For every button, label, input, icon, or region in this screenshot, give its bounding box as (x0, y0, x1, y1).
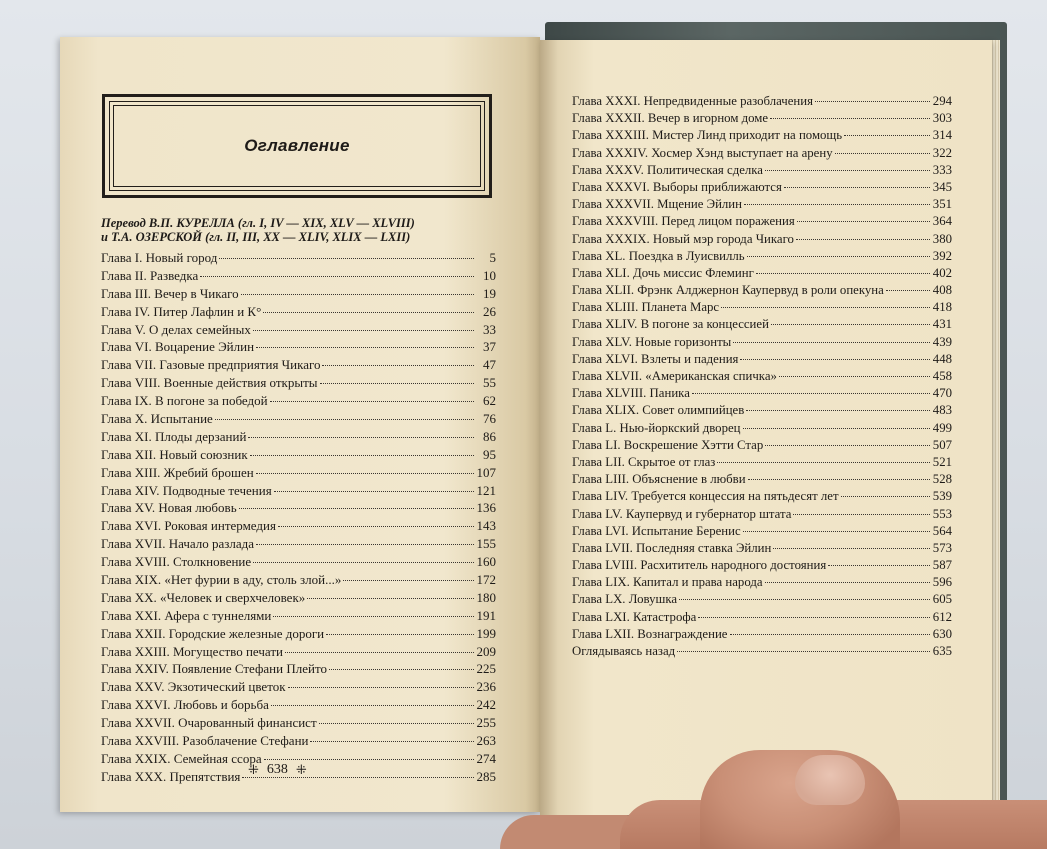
toc-entry (572, 385, 952, 402)
dot-leader (784, 187, 930, 188)
toc-entry-title: Глава XIII. Жребий брошен (101, 464, 254, 480)
toc-entry-title: Глава LVIII. Расхититель народного достояния (572, 558, 827, 573)
toc-entry-page: 448 (932, 351, 952, 366)
dot-leader (692, 393, 930, 394)
toc-entry (572, 437, 952, 454)
dot-leader (747, 256, 930, 257)
toc-entry-page: 483 (932, 403, 952, 418)
toc-entry-title: Глава LXII. Вознаграждение (572, 626, 728, 641)
toc-entry-title: Глава X. Испытание (101, 411, 213, 427)
toc-entry (101, 517, 496, 535)
toc-entry-title: Глава XXXII. Вечер в игорном доме (572, 111, 769, 126)
dot-leader (215, 419, 474, 420)
toc-entry-page: 285 (476, 768, 496, 784)
dot-leader (278, 526, 474, 527)
toc-entry (572, 643, 952, 660)
toc-entry-page: 564 (932, 523, 952, 538)
toc-entry-title: Глава XIV. Подводные течения (101, 482, 272, 498)
toc-entry-page: 76 (483, 411, 496, 427)
toc-entry-page: 95 (483, 446, 496, 462)
toc-entry-page: 364 (932, 214, 952, 229)
toc-entry-page: 528 (932, 472, 952, 487)
toc-entry (572, 368, 952, 385)
dot-leader (677, 651, 930, 652)
toc-entry-title: Глава XXI. Афера с туннелями (101, 607, 272, 623)
toc-entry (572, 420, 952, 437)
toc-entry (572, 110, 952, 127)
toc-entry-page: 458 (932, 369, 952, 383)
dot-leader (744, 204, 930, 205)
toc-entry-page: 402 (932, 265, 952, 280)
toc-entry (101, 303, 496, 321)
dot-leader (765, 170, 930, 171)
toc-entry-page: 107 (476, 464, 496, 480)
toc-entry-title: Глава XVI. Роковая интермедия (101, 518, 276, 534)
toc-entry (101, 392, 496, 410)
toc-entry-title: Глава IX. В погоне за победой (101, 393, 268, 409)
toc-entry (572, 127, 952, 144)
toc-entry-title: Глава XXVII. Очарованный финансист (101, 715, 317, 731)
toc-entry-title: Глава XL. Поездка в Луисвилль (572, 248, 745, 263)
dot-leader (329, 669, 474, 670)
toc-entry (572, 316, 952, 333)
toc-entry (101, 535, 496, 553)
translator-note (101, 216, 501, 244)
toc-entry-page: 630 (932, 626, 952, 641)
toc-entry (572, 591, 952, 608)
toc-entry-page: 470 (932, 386, 952, 401)
dot-leader (733, 342, 930, 343)
toc-entry (101, 249, 496, 267)
toc-entry (101, 321, 496, 339)
thumbnail-nail (795, 755, 865, 805)
toc-entry-page: 242 (476, 697, 496, 713)
toc-entry-page: 314 (932, 128, 952, 143)
title-frame (102, 94, 492, 198)
toc-entry-page: 431 (932, 317, 952, 332)
toc-entry-page: 136 (476, 500, 496, 516)
toc-entry (572, 145, 952, 162)
toc-entry (572, 523, 952, 540)
toc-entry-page: 392 (932, 248, 952, 263)
toc-entry (572, 471, 952, 488)
dot-leader (288, 687, 474, 688)
toc-entry-title: Глава XLII. Фрэнк Алджернон Каупервуд в роли опекуна (572, 283, 884, 298)
toc-entry-title: Глава XXXIV. Хосмер Хэнд выступает на арену (572, 145, 833, 160)
toc-entry-title: Глава II. Разведка (101, 267, 199, 283)
toc-entry-page: 539 (932, 489, 952, 504)
toc-entry (572, 248, 952, 265)
dot-leader (773, 548, 930, 549)
dot-leader (253, 330, 474, 331)
toc-entry-title: Глава XLV. Новые горизонты (572, 334, 732, 349)
toc-entry-page: 408 (932, 283, 952, 298)
toc-entry-page: 263 (476, 733, 496, 749)
toc-entry-title: Глава XXXIII. Мистер Линд приходит на помощь (572, 128, 843, 143)
toc-entry (101, 643, 496, 661)
dot-leader (271, 705, 474, 706)
toc-entry-page: 26 (483, 303, 496, 319)
toc-entry-page: 47 (483, 357, 496, 373)
toc-entry-page: 10 (483, 267, 496, 283)
hand (500, 815, 640, 849)
dot-leader (219, 258, 474, 259)
dot-leader (200, 276, 474, 277)
toc-entry (101, 410, 496, 428)
toc-entry (572, 557, 952, 574)
toc-entry-page: 160 (476, 554, 496, 570)
dot-leader (263, 312, 474, 313)
toc-entry-page: 294 (932, 94, 952, 108)
toc-entry-page: 507 (932, 437, 952, 452)
toc-entry (101, 356, 496, 374)
translator-line: Перевод В.П. КУРЕЛЛА (гл. I, IV — XIX, XLV — XLVIII) (101, 216, 415, 230)
toc-entry (572, 282, 952, 299)
toc-entry (101, 499, 496, 517)
dot-leader (253, 562, 474, 563)
dot-leader (730, 634, 931, 635)
toc-entry (572, 454, 952, 471)
page-title: Оглавление (244, 136, 350, 155)
toc-entry-page: 143 (476, 518, 496, 534)
toc-entry-title: Глава XXIV. Появление Стефани Плейто (101, 661, 327, 677)
dot-leader (698, 617, 930, 618)
toc-entry (101, 571, 496, 589)
toc-entry-page: 172 (476, 572, 496, 588)
toc-entry-title: Глава XXV. Экзотический цветок (101, 679, 286, 695)
toc-entry (572, 351, 952, 368)
toc-entry-title: Глава XII. Новый союзник (101, 446, 248, 462)
thumb (700, 750, 900, 849)
toc-entry-page: 55 (483, 375, 496, 391)
toc-entry-title: Глава XLVI. Взлеты и падения (572, 351, 739, 366)
dot-leader (322, 365, 474, 366)
toc-entry-title: Глава XI. Плоды дерзаний (101, 428, 247, 444)
toc-entry-page: 635 (932, 644, 952, 658)
toc-entry-page: 553 (932, 506, 952, 521)
dot-leader (256, 544, 474, 545)
toc-entry-page: 33 (483, 321, 496, 337)
toc-entry-title: Глава IV. Питер Лафлин и К° (101, 303, 262, 319)
toc-entry-title: Глава LI. Воскрешение Хэтти Стар (572, 437, 764, 452)
dot-leader (765, 445, 930, 446)
toc-entry (101, 374, 496, 392)
toc-entry-title: Глава XLI. Дочь миссис Флеминг (572, 265, 754, 280)
toc-entry-title: Глава VI. Воцарение Эйлин (101, 339, 255, 355)
dot-leader (815, 101, 930, 102)
dot-leader (310, 741, 474, 742)
toc-entry-page: 5 (489, 250, 496, 265)
dot-leader (740, 359, 930, 360)
toc-entry-page: 345 (932, 179, 952, 194)
toc-entry-title: Оглядываясь назад (572, 644, 676, 658)
toc-entry (572, 179, 952, 196)
page-number-footer (248, 762, 307, 778)
toc-entry-page: 418 (932, 300, 952, 315)
dot-leader (771, 324, 930, 325)
toc-entry-page: 274 (476, 750, 496, 766)
toc-entry (101, 714, 496, 732)
toc-entry-page: 322 (932, 145, 952, 160)
dot-leader (241, 294, 474, 295)
toc-entry (101, 678, 496, 696)
toc-entry (572, 196, 952, 213)
toc-entry (101, 285, 496, 303)
toc-entry (101, 428, 496, 446)
toc-entry-title: Глава LX. Ловушка (572, 592, 678, 607)
dot-leader (835, 153, 930, 154)
dot-leader (717, 462, 930, 463)
toc-entry-page: 333 (932, 162, 952, 177)
toc-entry-title: Глава LIX. Капитал и права народа (572, 575, 763, 590)
dot-leader (273, 616, 474, 617)
dot-leader (326, 634, 474, 635)
toc-entry-page: 587 (932, 558, 952, 573)
ornament-icon: ⁜ (248, 762, 259, 777)
toc-entry-title: Глава XXII. Городские железные дороги (101, 625, 325, 641)
toc-entry-title: Глава XXVI. Любовь и борьба (101, 697, 269, 713)
toc-entry-page: 255 (476, 715, 496, 731)
toc-entry-title: Глава LVII. Последняя ставка Эйлин (572, 540, 772, 555)
toc-entry (101, 338, 496, 356)
toc-entry (572, 609, 952, 626)
toc-entry-page: 303 (932, 111, 952, 126)
toc-entry-title: Глава LIV. Требуется концессия на пятьдесят лет (572, 489, 839, 504)
toc-entry (572, 574, 952, 591)
toc-entry (101, 607, 496, 625)
toc-entry (572, 213, 952, 230)
toc-entry (101, 482, 496, 500)
toc-entry-title: Глава XXXVI. Выборы приближаются (572, 179, 782, 194)
toc-entry (101, 696, 496, 714)
toc-entry-title: Глава LIII. Объяснение в любви (572, 472, 746, 487)
dot-leader (264, 759, 474, 760)
toc-entry (101, 267, 496, 285)
toc-entry-title: Глава LVI. Испытание Беренис (572, 523, 741, 538)
toc-entry (572, 488, 952, 505)
dot-leader (841, 496, 930, 497)
toc-entry-page: 191 (476, 607, 496, 623)
dot-leader (844, 135, 930, 136)
toc-entry-title: Глава XLIII. Планета Марс (572, 300, 720, 315)
dot-leader (770, 118, 930, 119)
toc-entry-title: Глава XLIV. В погоне за концессией (572, 317, 769, 332)
toc-entry-title: Глава XXIX. Семейная ссора (101, 750, 262, 766)
dot-leader (886, 290, 930, 291)
toc-entry-page: 121 (476, 482, 496, 498)
dot-leader (748, 479, 930, 480)
dot-leader (307, 598, 474, 599)
toc-entry-title: Глава I. Новый город (101, 250, 218, 265)
toc-entry-page: 225 (476, 661, 496, 677)
toc-entry-title: Глава III. Вечер в Чикаго (101, 285, 239, 301)
dot-leader (828, 565, 930, 566)
dot-leader (239, 508, 474, 509)
toc-entry-page: 155 (476, 536, 496, 552)
toc-entry-title: Глава XLVIII. Паника (572, 386, 690, 401)
toc-entry-title: Глава XVII. Начало разлада (101, 536, 255, 552)
dot-leader (793, 514, 930, 515)
toc-entry-page: 380 (932, 231, 952, 246)
toc-list-right (572, 93, 952, 660)
toc-entry (572, 506, 952, 523)
dot-leader (285, 652, 474, 653)
toc-entry-page: 596 (932, 575, 952, 590)
toc-entry (101, 553, 496, 571)
toc-entry-page: 605 (932, 592, 952, 607)
toc-entry (101, 446, 496, 464)
title-frame-inner (109, 101, 485, 191)
toc-entry-title: Глава XXX. Препятствия (101, 768, 241, 784)
dot-leader (679, 599, 930, 600)
dot-leader (746, 410, 930, 411)
toc-entry-page: 180 (476, 589, 496, 605)
toc-entry (572, 162, 952, 179)
toc-entry (572, 334, 952, 351)
dot-leader (274, 491, 474, 492)
dot-leader (796, 239, 930, 240)
toc-entry-title: Глава XXXI. Непредвиденные разоблачения (572, 94, 813, 108)
toc-entry-title: Глава XIX. «Нет фурии в аду, столь злой...» (101, 572, 342, 588)
toc-entry (572, 540, 952, 557)
toc-entry-title: Глава L. Нью-йоркский дворец (572, 420, 741, 435)
toc-entry (572, 626, 952, 643)
page-number: 638 (266, 762, 288, 777)
toc-entry-title: Глава LXI. Катастрофа (572, 609, 697, 624)
dot-leader (756, 273, 930, 274)
dot-leader (779, 376, 930, 377)
toc-entry-page: 209 (476, 643, 496, 659)
toc-entry (101, 732, 496, 750)
dot-leader (270, 401, 474, 402)
toc-entry-title: Глава XXXIX. Новый мэр города Чикаго (572, 231, 794, 246)
toc-entry-title: Глава LII. Скрытое от глаз (572, 454, 716, 469)
dot-leader (765, 582, 930, 583)
dot-leader (743, 531, 930, 532)
toc-entry (572, 265, 952, 282)
toc-entry-title: Глава XXXVIII. Перед лицом поражения (572, 214, 795, 229)
toc-entry-page: 236 (476, 679, 496, 695)
toc-entry-page: 439 (932, 334, 952, 349)
toc-entry (572, 299, 952, 316)
translator-line: и Т.А. ОЗЕРСКОЙ (гл. II, III, XX — XLIV, XLIX — LXII) (101, 230, 411, 244)
toc-entry-title: Глава XV. Новая любовь (101, 500, 237, 516)
dot-leader (256, 347, 474, 348)
toc-entry-page: 62 (483, 393, 496, 409)
toc-entry-title: Глава XVIII. Столкновение (101, 554, 252, 570)
dot-leader (248, 437, 474, 438)
toc-entry-title: Глава VII. Газовые предприятия Чикаго (101, 357, 321, 373)
toc-list-left (101, 249, 496, 786)
toc-entry-title: Глава XX. «Человек и сверхчеловек» (101, 589, 306, 605)
toc-entry-page: 612 (932, 609, 952, 624)
toc-entry-title: Глава XXVIII. Разоблачение Стефани (101, 733, 309, 749)
toc-entry-page: 351 (932, 197, 952, 212)
dot-leader (721, 307, 930, 308)
toc-entry-title: Глава XXXVII. Мщение Эйлин (572, 197, 743, 212)
toc-entry-title: Глава XXIII. Могущество печати (101, 643, 283, 659)
toc-entry-title: Глава XXXV. Политическая сделка (572, 162, 763, 177)
toc-entry-page: 86 (483, 428, 496, 444)
toc-entry (101, 625, 496, 643)
toc-entry-page: 521 (932, 454, 952, 469)
dot-leader (797, 221, 930, 222)
toc-entry-page: 499 (932, 420, 952, 435)
dot-leader (250, 455, 474, 456)
toc-entry-title: Глава V. О делах семейных (101, 321, 251, 337)
toc-entry (101, 660, 496, 678)
toc-entry (572, 93, 952, 110)
toc-entry-page: 573 (932, 540, 952, 555)
dot-leader (343, 580, 474, 581)
toc-entry-title: Глава XLIX. Совет олимпийцев (572, 403, 745, 418)
toc-entry (101, 464, 496, 482)
toc-entry-page: 199 (476, 625, 496, 641)
dot-leader (743, 428, 931, 429)
dot-leader (319, 723, 474, 724)
toc-entry (572, 402, 952, 419)
dot-leader (256, 473, 474, 474)
toc-entry-title: Глава VIII. Военные действия открыты (101, 375, 318, 391)
toc-entry-title: Глава XLVII. «Американская спичка» (572, 369, 777, 383)
toc-entry-page: 37 (483, 339, 496, 355)
toc-entry (101, 589, 496, 607)
dot-leader (320, 383, 474, 384)
ornament-icon: ⁜ (295, 762, 307, 777)
toc-entry-title: Глава LV. Каупервуд и губернатор штата (572, 506, 792, 521)
toc-entry-page: 19 (483, 285, 496, 301)
toc-entry (572, 231, 952, 248)
